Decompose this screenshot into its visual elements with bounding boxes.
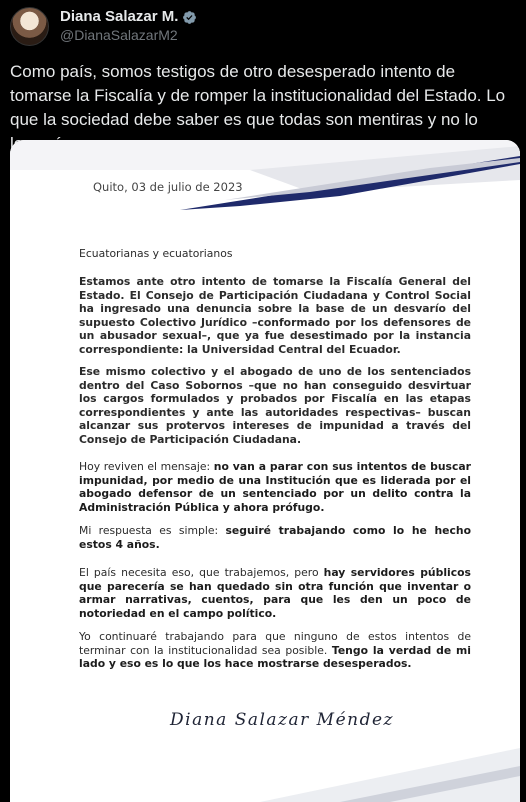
p5-bold: hay servidores públicos que parecería se han quedado sin otra función que inventar o armar narrativas, cuentos, para que les den un poco de notoriedad en el campo político. (79, 566, 471, 620)
verified-badge-icon (182, 10, 197, 25)
tweet-header (10, 6, 197, 46)
tweet-text: Como país, somos testigos de otro desesperado intento de tomarse la Fiscalía y de romper la institucionalidad del Estado. Lo que la sociedad debe saber es que todas son mentiras y no lo (10, 62, 506, 129)
p5-normal: El país necesita eso, que trabajemos, pero (79, 566, 324, 579)
letter-paragraph-4 (79, 524, 471, 551)
letter-paragraph-3 (79, 460, 471, 514)
signature-text: Diana Salazar Méndez (170, 710, 394, 730)
letterhead-footer-stripe (10, 740, 520, 802)
letter-paragraph-1: Estamos ante otro intento de tomarse la Fiscalía General del Estado. El Consejo de Participación Ciudadana y Control Social ha ingresado una denuncia sobre la base de un desvarío del supuesto Colectivo Jurídico –conformado por los defensores de un abusador sexual–, que ya fue desestimado por la instancia correspondiente: la Universidad Central del Ecuador. (79, 275, 471, 356)
handle[interactable]: @DianaSalazarM2 (60, 27, 178, 43)
p3-bold: no van a parar con sus intentos de buscar impunidad, por medio de una Institución que es liderada por el abogado defensor de un sentenciado por un delito contra la Administración Pública y ahora prófugo. (79, 460, 471, 514)
p6-bold: Tengo la verdad de mi lado y eso es lo que los hace mostrarse desesperados. (79, 643, 471, 671)
letter-date: Quito, 03 de julio de 2023 (93, 180, 243, 194)
p4-normal: Mi respuesta es simple: (79, 524, 226, 537)
p4-bold: seguiré trabajando como lo he hecho estos 4 años. (79, 524, 471, 551)
avatar[interactable] (10, 7, 49, 46)
p3-normal: Hoy reviven el mensaje: (79, 460, 214, 473)
tweet-media-letter[interactable] (10, 140, 520, 802)
p6-normal: Yo continuaré trabajando para que ninguno de estos intentos de terminar con la institucionalidad sea posible. (79, 630, 471, 657)
letter-paragraph-6 (79, 630, 471, 671)
letterhead-banner (10, 140, 520, 220)
display-name-row[interactable] (60, 8, 197, 26)
letter-paragraph-2: Ese mismo colectivo y el abogado de uno de los sentenciados dentro del Caso Sobornos –que no han conseguido desvirtuar los cargos formulados y probados por Fiscalía en las etapas correspondientes y ante las autoridades respectivas– buscan alcanzar sus protervos intereses de impunidad a través del Consejo de Participación Ciudadana. (79, 365, 471, 446)
letter-greeting: Ecuatorianas y ecuatorianos (79, 247, 233, 260)
letter-paragraph-5 (79, 566, 471, 620)
author-names (60, 8, 197, 44)
display-name[interactable]: Diana Salazar M. (60, 8, 179, 25)
